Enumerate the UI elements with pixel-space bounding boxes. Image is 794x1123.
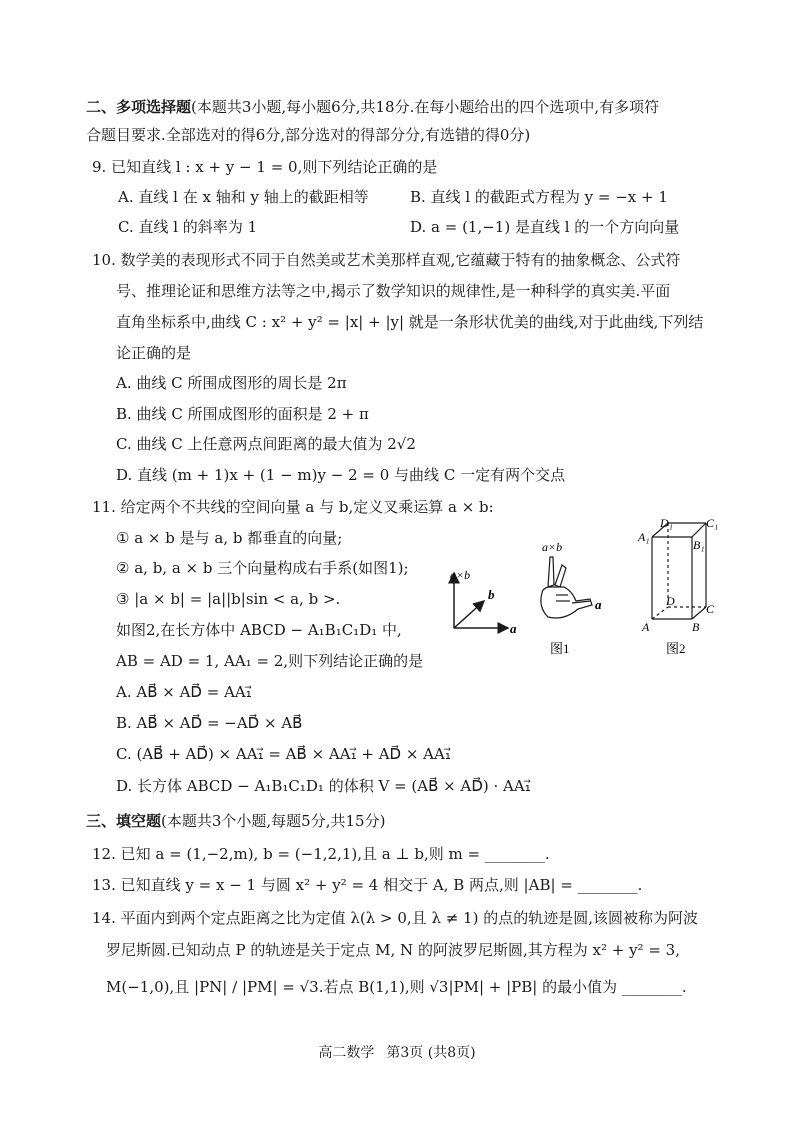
- q11-option-a: A. AB⃗ × AD⃗ = AA₁⃗: [116, 683, 252, 701]
- q14-answer-blank: ________.: [621, 978, 687, 996]
- q9-option-d: D. a = (1,−1) 是直线 l 的一个方向向量: [410, 218, 680, 236]
- q13: [92, 875, 642, 895]
- q14-text: M(−1,0),且 |PN| / |PM| = √3.若点 B(1,1),则 √3|PM| + |PB| 的最小值为: [106, 978, 618, 996]
- q9-option-a: A. 直线 l 在 x 轴和 y 轴上的截距相等: [118, 188, 369, 206]
- q10-option-b: B. 曲线 C 所围成图形的面积是 2 + π: [116, 405, 369, 423]
- q11-rule-3: ③ |a × b| = |a||b|sin < a, b >.: [116, 590, 341, 608]
- q14-line-3: [106, 977, 687, 997]
- vertex-a1-label: A₁: [638, 530, 650, 544]
- q11-condition-1: 如图2,在长方体中 ABCD − A₁B₁C₁D₁ 中,: [116, 621, 402, 639]
- q10-stem-1: 10. 数学美的表现形式不同于自然美或艺术美那样直观,它蕴藏于特有的抽象概念、公式符: [92, 251, 681, 269]
- q11-condition-2: AB = AD = 1, AA₁ = 2,则下列结论正确的是: [116, 652, 424, 670]
- edge-b1c1: [692, 523, 706, 537]
- q11-rule-2: ② a, b, a × b 三个向量构成右手系(如图1);: [116, 559, 409, 577]
- label-a-left: a: [510, 621, 517, 636]
- q10-stem-4: 论正确的是: [116, 344, 192, 362]
- vector-b-arrow: [454, 601, 484, 628]
- figure-2-cuboid: [630, 515, 730, 660]
- q12-answer-blank: ________.: [484, 845, 550, 863]
- label-axb-left: a×b: [450, 568, 471, 582]
- q9-option-b: B. 直线 l 的截距式方程为 y = −x + 1: [410, 188, 668, 206]
- label-a-hand: a: [595, 597, 602, 612]
- q13-answer-blank: ________.: [577, 876, 643, 894]
- vertex-b-label: B: [692, 620, 700, 634]
- edge-ad-hidden: [652, 607, 668, 619]
- label-b-left: b: [488, 587, 495, 602]
- section3-title: [86, 811, 385, 831]
- figure-2-caption: 图2: [666, 641, 686, 656]
- vertex-a-label: A: [642, 620, 650, 634]
- q10-option-c: C. 曲线 C 上任意两点间距离的最大值为 2√2: [116, 435, 416, 453]
- footer-subject: 高二数学: [318, 1045, 375, 1061]
- vertex-b1-label: B₁: [693, 538, 705, 552]
- q10-option-d: D. 直线 (m + 1)x + (1 − m)y − 2 = 0 与曲线 C 一定有两个交点: [116, 466, 566, 484]
- q14-line-2: 罗尼斯圆.已知动点 P 的轨迹是关于定点 M, N 的阿波罗尼斯圆,其方程为 x² + y² = 3,: [106, 941, 680, 959]
- figure-1-right-hand-rule: [440, 535, 620, 660]
- q11-option-b: B. AB⃗ × AD⃗ = −AD⃗ × AB⃗: [116, 714, 303, 732]
- vertex-d1-label: D₁: [660, 516, 673, 530]
- section2-title: [86, 97, 659, 117]
- vertex-c-label: C: [706, 602, 715, 616]
- footer-page: 第3页 (共8页): [386, 1045, 476, 1061]
- vertex-d-label: D: [666, 594, 675, 608]
- q11-option-c: C. (AB⃗ + AD⃗) × AA₁⃗ = AB⃗ × AA₁⃗ + AD⃗ × AA₁⃗: [116, 745, 451, 763]
- section3-intro: (本题共3个小题,每题5分,共15分): [161, 812, 386, 830]
- section2-intro-2: 合题目要求.全部选对的得6分,部分选对的得部分分,有选错的得0分): [86, 126, 531, 144]
- q10-stem-3: 直角坐标系中,曲线 C : x² + y² = |x| + |y| 就是一条形状优美的曲线,对于此曲线,下列结: [116, 313, 704, 331]
- q14-line-1: 14. 平面内到两个定点距离之比为定值 λ(λ > 0,且 λ ≠ 1) 的点的轨迹是圆,该圆被称为阿波: [92, 909, 698, 927]
- q9-option-c: C. 直线 l 的斜率为 1: [118, 218, 258, 236]
- section2-heading: 二、多项选择题: [86, 98, 192, 116]
- q13-text: 13. 已知直线 y = x − 1 与圆 x² + y² = 4 相交于 A, B 两点,则 |AB| =: [92, 876, 573, 894]
- q11-stem: 11. 给定两个不共线的空间向量 a 与 b,定义叉乘运算 a × b:: [92, 498, 494, 516]
- vertex-c1-label: C₁: [706, 516, 719, 530]
- q11-rule-1: ① a × b 是与 a, b 都垂直的向量;: [116, 529, 343, 547]
- q9-stem: 9. 已知直线 l : x + y − 1 = 0,则下列结论正确的是: [92, 158, 438, 176]
- label-axb-hand: a×b: [542, 540, 563, 554]
- edge-bc: [692, 607, 706, 619]
- section3-heading: 三、填空题: [86, 812, 162, 830]
- q10-option-a: A. 曲线 C 所围成图形的周长是 2π: [116, 374, 347, 392]
- page-footer: [0, 1042, 794, 1062]
- q11-option-d: D. 长方体 ABCD − A₁B₁C₁D₁ 的体积 V = (AB⃗ × AD⃗) · AA₁⃗: [116, 777, 531, 795]
- q10-stem-2: 号、推理论证和思维方法等之中,揭示了数学知识的规律性,是一种科学的真实美.平面: [116, 282, 671, 300]
- q12-text: 12. 已知 a = (1,−2,m), b = (−1,2,1),且 a ⊥ b,则 m =: [92, 845, 481, 863]
- q12: [92, 844, 550, 864]
- figure-1-caption: 图1: [550, 641, 570, 656]
- section2-intro-1: (本题共3小题,每小题6分,共18分.在每小题给出的四个选项中,有多项符: [191, 98, 660, 116]
- right-hand-icon: [541, 557, 592, 618]
